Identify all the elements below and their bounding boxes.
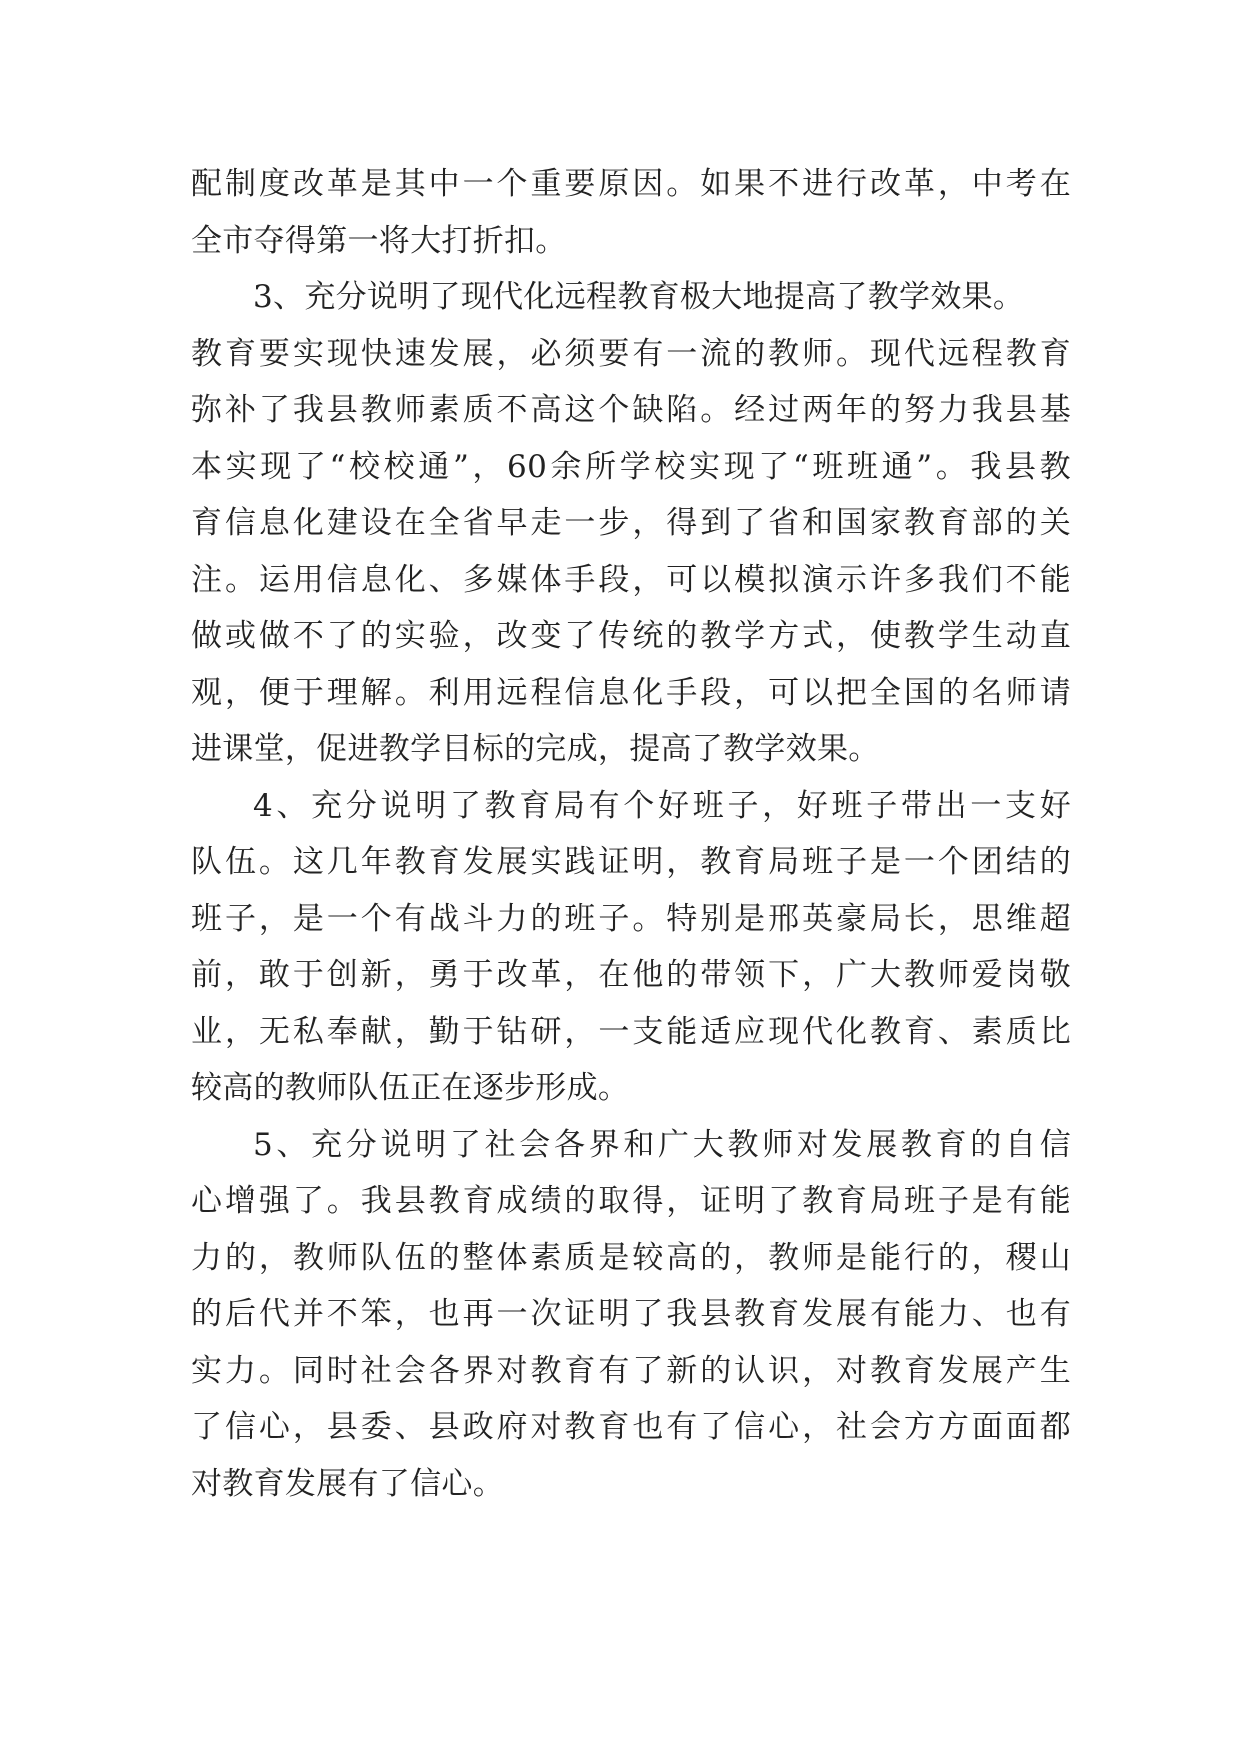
text-line: 心增强了。我县教育成绩的取得，证明了教育局班子是有能 xyxy=(191,1183,1071,1219)
document-body xyxy=(191,156,1071,1512)
text-line: 班子，是一个有战斗力的班子。特别是邢英豪局长，思维超 xyxy=(191,900,1071,937)
text-line: 力的，教师队伍的整体素质是较高的，教师是能行的，稷山 xyxy=(191,1239,1071,1276)
text-line: 本实现了“校校通”，60余所学校实现了“班班通”。我县教 xyxy=(191,448,1071,485)
text-line: 4、充分说明了教育局有个好班子，好班子带出一支好 xyxy=(253,787,1071,824)
text-line: 对教育发展有了信心。 xyxy=(191,1465,504,1502)
text-line: 3、充分说明了现代化远程教育极大地提高了教学效果。 xyxy=(253,279,1025,315)
text-line: 全市夺得第一将大打折扣。 xyxy=(191,222,567,259)
text-line: 业，无私奉献，勤于钻研，一支能适应现代化教育、素质比 xyxy=(191,1013,1071,1050)
text-line: 较高的教师队伍正在逐步形成。 xyxy=(191,1070,630,1106)
text-line: 育信息化建设在全省早走一步，得到了省和国家教育部的关 xyxy=(191,505,1071,541)
text-line: 队伍。这几年教育发展实践证明，教育局班子是一个团结的 xyxy=(191,844,1071,880)
text-line: 观，便于理解。利用远程信息化手段，可以把全国的名师请 xyxy=(191,674,1071,711)
text-line: 进课堂，促进教学目标的完成，提高了教学效果。 xyxy=(191,731,880,767)
text-line: 前，敢于创新，勇于改革，在他的带领下，广大教师爱岗敬 xyxy=(191,957,1071,993)
text-line: 了信心，县委、县政府对教育也有了信心，社会方方面面都 xyxy=(191,1409,1071,1445)
text-line: 弥补了我县教师素质不高这个缺陷。经过两年的努力我县基 xyxy=(191,392,1071,428)
text-line: 的后代并不笨，也再一次证明了我县教育发展有能力、也有 xyxy=(191,1296,1071,1332)
text-line: 做或做不了的实验，改变了传统的教学方式，使教学生动直 xyxy=(191,618,1071,654)
text-line: 5、充分说明了社会各界和广大教师对发展教育的自信 xyxy=(253,1126,1071,1163)
text-line: 注。运用信息化、多媒体手段，可以模拟演示许多我们不能 xyxy=(191,561,1071,598)
text-line: 实力。同时社会各界对教育有了新的认识，对教育发展产生 xyxy=(191,1352,1071,1389)
text-line: 教育要实现快速发展，必须要有一流的教师。现代远程教育 xyxy=(191,335,1071,372)
text-line: 配制度改革是其中一个重要原因。如果不进行改革，中考在 xyxy=(191,166,1071,202)
